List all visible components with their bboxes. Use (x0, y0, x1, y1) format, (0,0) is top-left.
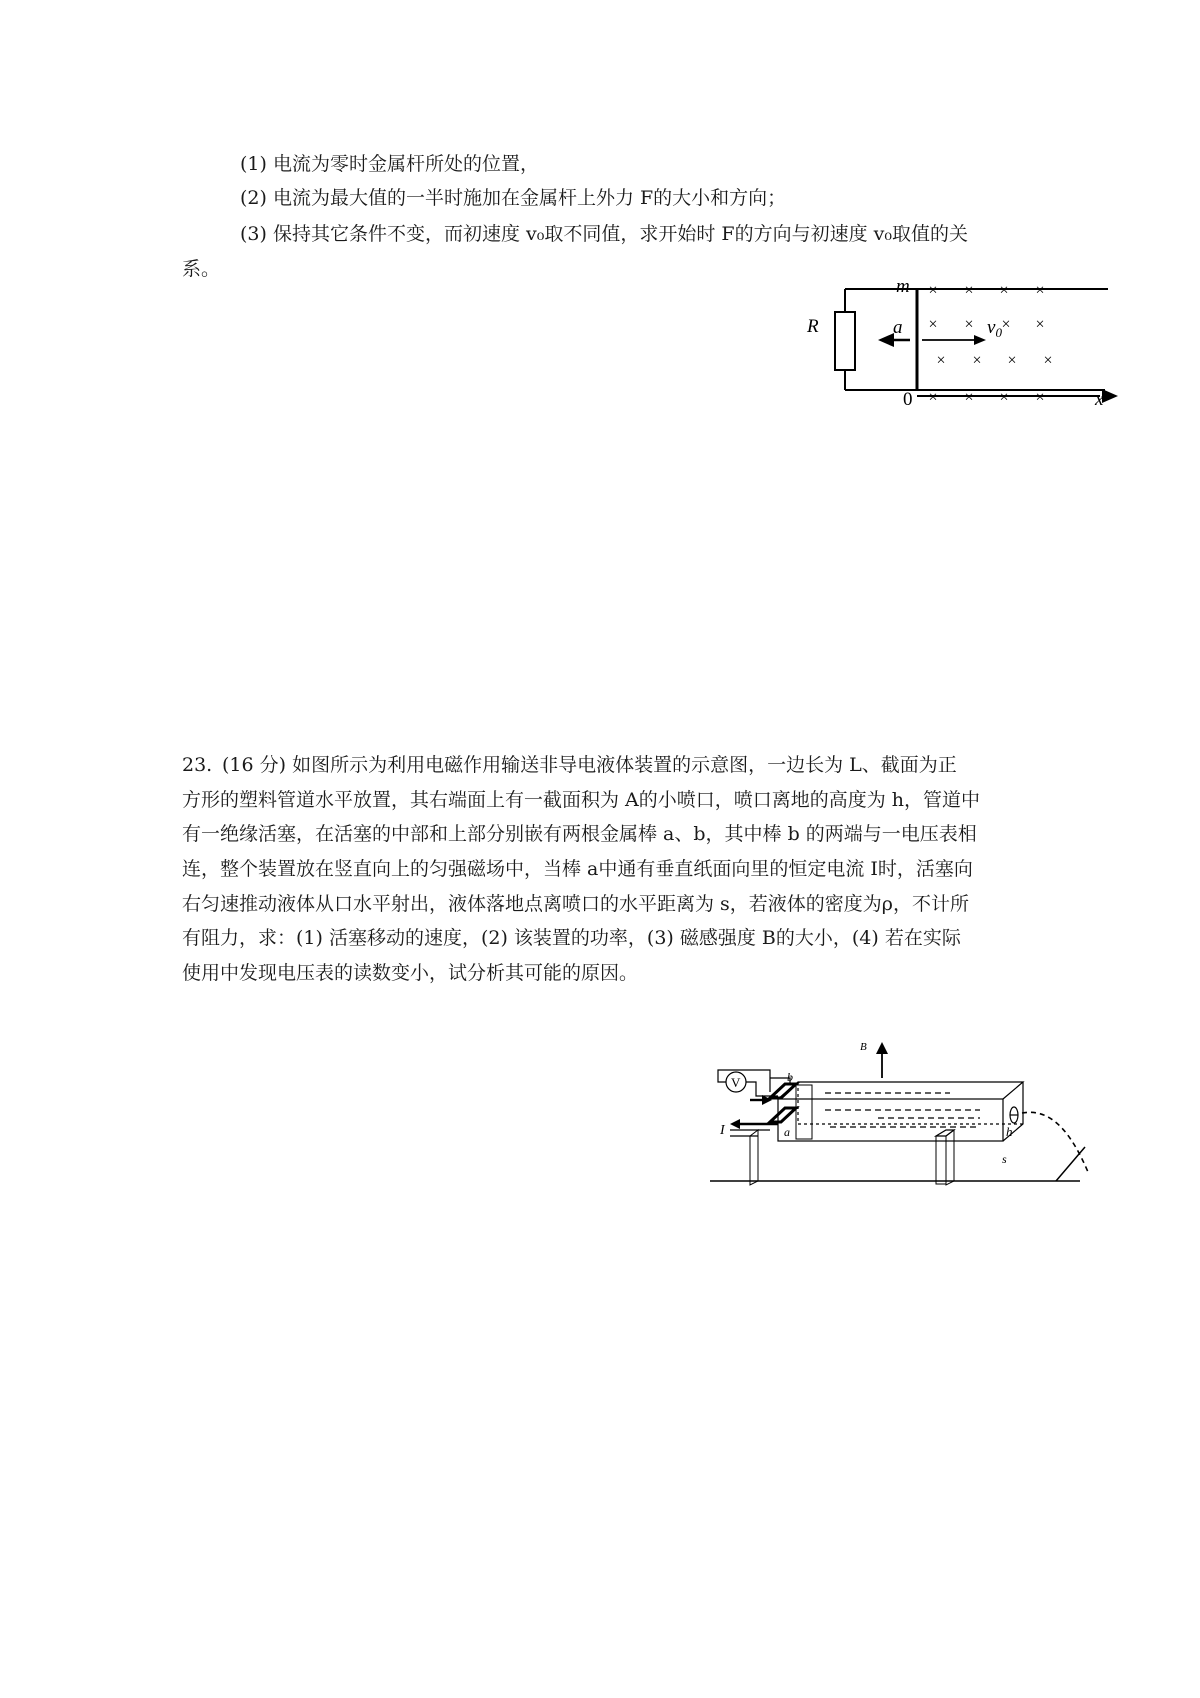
velocity-arrow (974, 335, 986, 345)
field-mark: × (964, 389, 974, 406)
field-mark: × (928, 316, 938, 333)
q23-line-4: 连，整个装置放在竖直向上的匀强磁场中，当棒 a中通有垂直纸面向里的恒定电流 I时，活塞向 (182, 858, 973, 880)
sub-question-2: (2) 电流为最大值的一半时施加在金属杆上外力 F的大小和方向； (240, 187, 787, 209)
q23-line-5: 右匀速推动液体从口水平射出，液体落地点离喷口的水平距离为 s，若液体的密度为ρ，不计所 (182, 893, 969, 915)
figure-em-pump (710, 1030, 1120, 1195)
field-mark: × (1043, 352, 1053, 369)
label-b: b (787, 1070, 793, 1084)
label-origin: 0 (903, 389, 913, 410)
label-R: R (807, 316, 819, 337)
sub-question-3: (3) 保持其它条件不变，而初速度 v₀取不同值，求开始时 F的方向与初速度 v₀取值的关 (240, 223, 968, 245)
field-mark: × (1035, 389, 1045, 406)
field-mark: × (1035, 282, 1045, 299)
q23-line-3: 有一绝缘活塞，在活塞的中部和上部分别嵌有两根金属棒 a、b，其中棒 b 的两端与一电压表相 (182, 823, 977, 845)
resistor (835, 312, 855, 370)
sub-question-3-continued: 系。 (182, 258, 221, 280)
q23-line-7: 使用中发现电压表的读数变小，试分析其可能的原因。 (182, 962, 639, 984)
figure-rail-circuit (790, 276, 1120, 420)
label-m: m (896, 276, 910, 297)
label-s: s (1002, 1152, 1007, 1166)
field-mark: × (928, 389, 938, 406)
acceleration-arrow (878, 333, 894, 347)
label-a: a (784, 1125, 790, 1139)
q23-line-6: 有阻力，求：(1) 活塞移动的速度，(2) 该装置的功率，(3) 磁感强度 B的大小，(4) 若在实际 (182, 927, 961, 949)
q23-line-2: 方形的塑料管道水平放置，其右端面上有一截面积为 A的小喷口，喷口离地的高度为 h，管道中 (182, 789, 981, 811)
label-a: a (893, 317, 903, 338)
field-mark: × (964, 282, 974, 299)
label-B: B (860, 1041, 867, 1053)
q23-line-1: 23. (16 分) 如图所示为利用电磁作用输送非导电液体装置的示意图，一边长为 L、截面为正 (182, 754, 957, 776)
label-v0: $v_0$ (987, 317, 1002, 340)
field-mark: × (1007, 352, 1017, 369)
label-I: I (720, 1123, 725, 1138)
x-axis-arrowhead (1102, 389, 1118, 403)
field-mark: × (972, 352, 982, 369)
field-mark: × (1001, 316, 1011, 333)
slope-line (1056, 1147, 1085, 1181)
left-support (750, 1130, 758, 1185)
field-mark: × (928, 282, 938, 299)
current-arrow-left (730, 1119, 740, 1129)
right-support (936, 1136, 946, 1184)
field-mark: × (936, 352, 946, 369)
field-mark: × (999, 389, 1009, 406)
label-V: V (731, 1075, 741, 1090)
field-mark: × (1035, 316, 1045, 333)
rod-a (770, 1108, 796, 1122)
label-x: x (1095, 389, 1104, 410)
pipe-top-face (778, 1082, 1023, 1099)
question-number: 23. (182, 754, 213, 776)
field-mark: × (964, 316, 974, 333)
magnetic-field-arrow (876, 1042, 888, 1054)
sub-question-1: (1) 电流为零时金属杆所处的位置， (240, 153, 539, 175)
liquid-trajectory (1022, 1112, 1088, 1172)
label-h: h (1006, 1124, 1013, 1139)
field-mark: × (999, 282, 1009, 299)
